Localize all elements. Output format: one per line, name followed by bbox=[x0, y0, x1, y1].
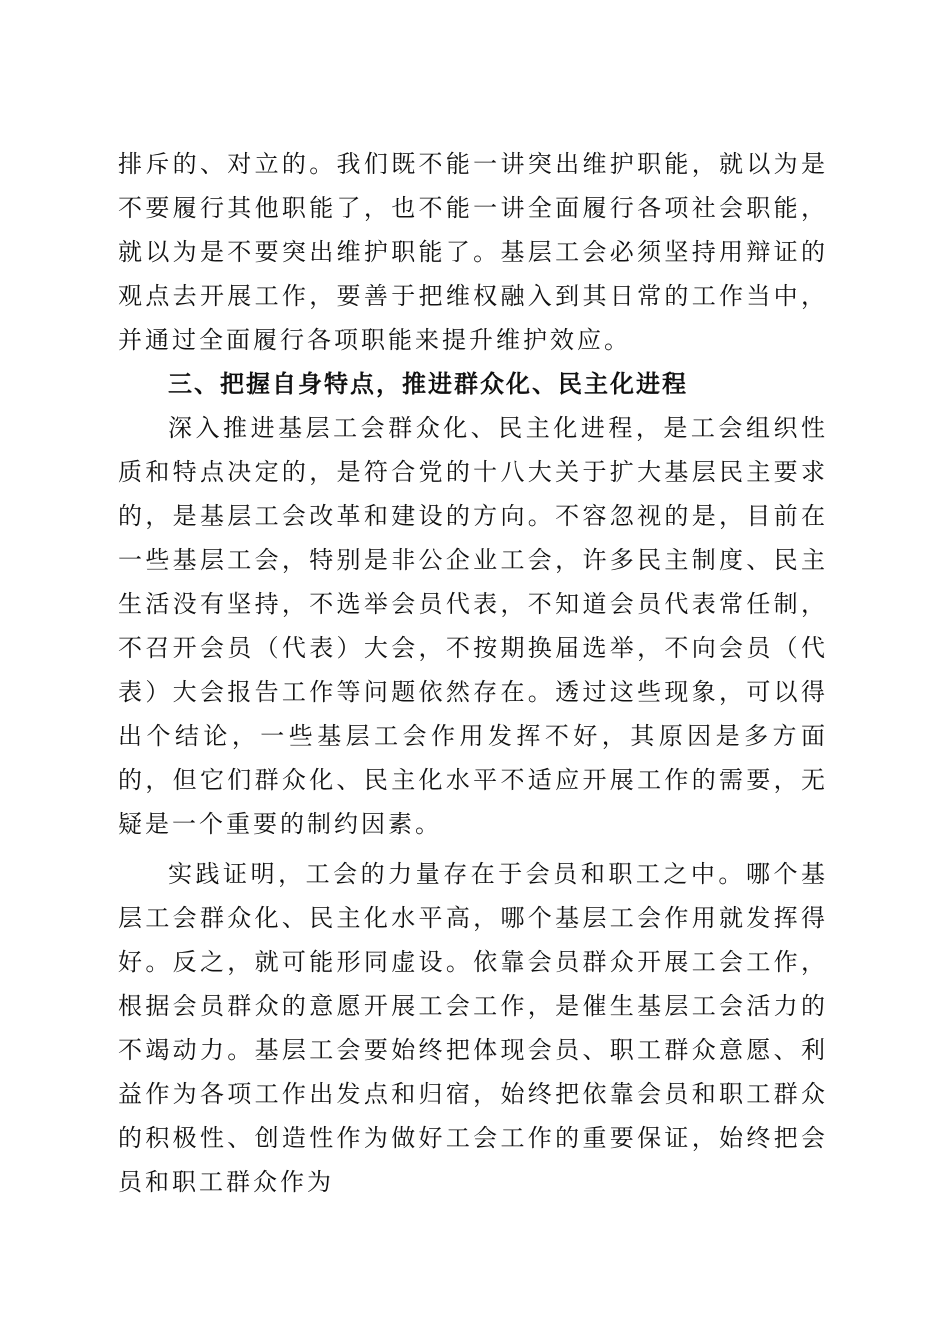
paragraph-1: 深入推进基层工会群众化、民主化进程，是工会组织性质和特点决定的，是符合党的十八大关于扩大基层民主要求的，是基层工会改革和建设的方向。不容忽视的是，目前在一些基层工会，特别是非公企业工会，许多民主制度、民主生活没有坚持，不选举会员代表，不知道会员代表常任制，不召开会员（代表）大会，不按期换届选举，不向会员（代表）大会报告工作等问题依然存在。透过这些现象，可以得出个结论，一些基层工会作用发挥不好，其原因是多方面的，但它们群众化、民主化水平不适应开展工作的需要，无疑是一个重要的制约因素。 bbox=[118, 414, 828, 838]
paragraph-2: 实践证明，工会的力量存在于会员和职工之中。哪个基层工会群众化、民主化水平高，哪个基层工会作用就发挥得好。反之，就可能形同虚设。依靠会员群众开展工会工作，根据会员群众的意愿开展工会工作，是催生基层工会活力的不竭动力。基层工会要始终把体现会员、职工群众意愿、利益作为各项工作出发点和归宿，始终把依靠会员和职工群众的积极性、创造性作为做好工会工作的重要保证，始终把会员和职工群众作为 bbox=[118, 860, 828, 1196]
paragraph-continued: 排斥的、对立的。我们既不能一讲突出维护职能，就以为是不要履行其他职能了，也不能一讲全面履行各项社会职能，就以为是不要突出维护职能了。基层工会必须坚持用辩证的观点去开展工作，要善于把维权融入到其日常的工作当中，并通过全面履行各项职能来提升维护效应。 bbox=[118, 150, 828, 354]
section-heading: 三、把握自身特点，推进群众化、民主化进程 bbox=[168, 370, 688, 398]
document-body bbox=[118, 142, 828, 1204]
